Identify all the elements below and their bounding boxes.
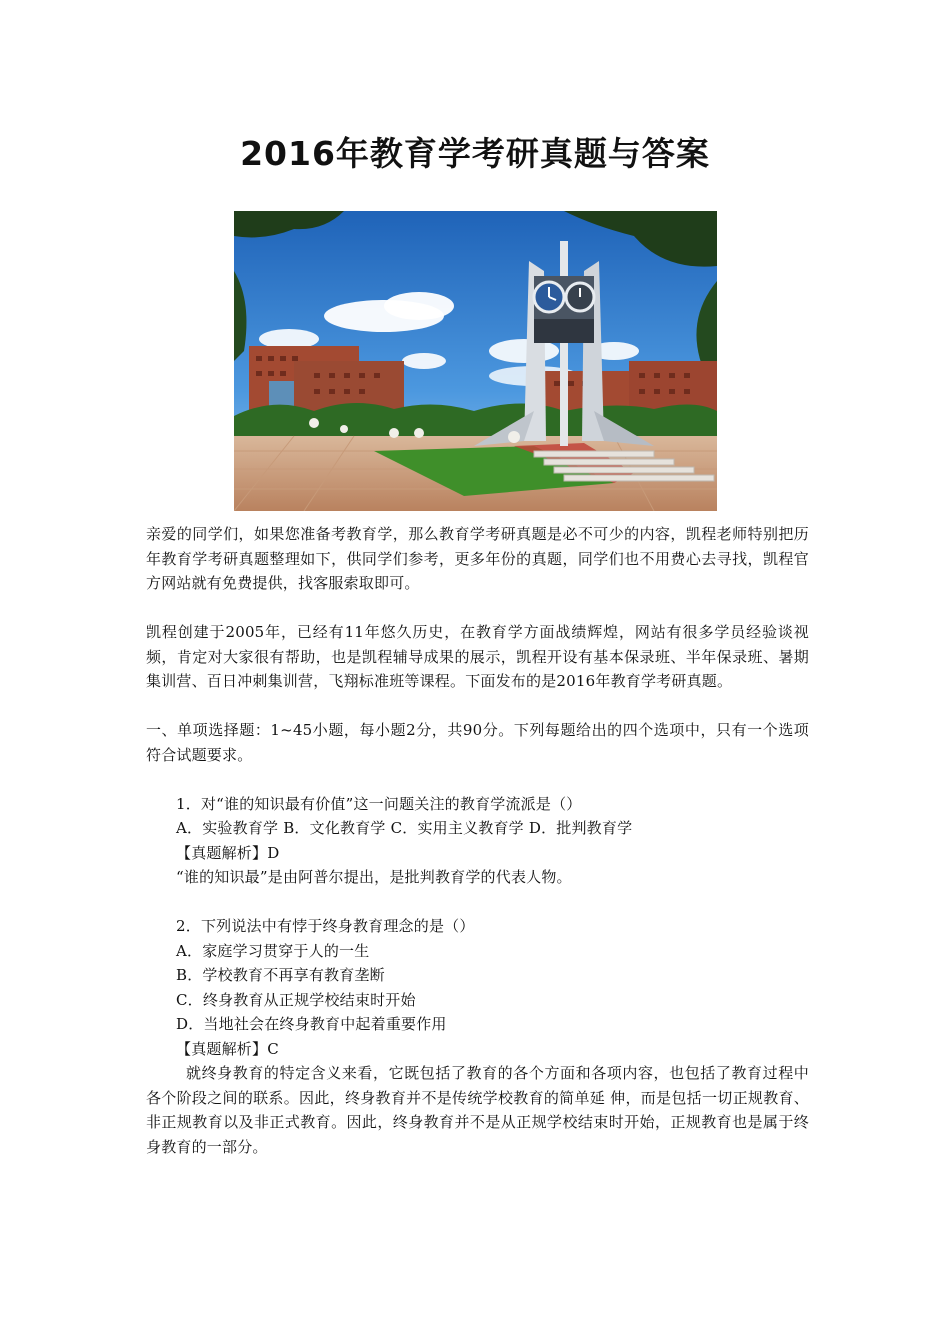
campus-clock-tower-photo (234, 211, 717, 511)
article-body (146, 522, 809, 1159)
question-1-answer: 【真题解析】D (176, 843, 280, 862)
section-heading: 一、单项选择题：1~45小题，每小题2分，共90分。下列每题给出的四个选项中，只有一个选项符合试题要求。 (146, 721, 809, 764)
question-2-option-d: D．当地社会在终身教育中起着重要作用 (176, 1015, 447, 1033)
question-2-stem: 2．下列说法中有悖于终身教育理念的是（） (176, 917, 475, 935)
document-title: 2016年教育学考研真题与答案 (240, 134, 710, 173)
intro-paragraph: 亲爱的同学们，如果您准备考教育学，那么教育学考研真题是必不可少的内容，凯程老师特别把历年教育学考研真题整理如下，供同学们参考，更多年份的真题，同学们也不用费心去寻找，凯程官方网站就有免费提供，找客服索取即可。 (146, 525, 809, 592)
question-2-option-a: A．家庭学习贯穿于人的一生 (176, 941, 370, 960)
question-1-explanation: “谁的知识最”是由阿普尔提出，是批判教育学的代表人物。 (176, 868, 572, 886)
question-2 (146, 914, 809, 1061)
about-paragraph: 凯程创建于2005年，已经有11年悠久历史，在教育学方面战绩辉煌，网站有很多学员经验谈视频，肯定对大家很有帮助，也是凯程辅导成果的展示，凯程开设有基本保录班、半年保录班、暑期集训营、百日冲刺集训营，飞翔标准班等课程。下面发布的是2016年教育学考研真题。 (146, 623, 809, 690)
question-2-option-b: B．学校教育不再享有教育垄断 (176, 966, 385, 984)
question-2-answer: 【真题解析】C (176, 1039, 279, 1058)
question-2-explanation: 就终身教育的特定含义来看，它既包括了教育的各个方面和各项内容，也包括了教育过程中各个阶段之间的联系。因此，终身教育并不是传统学校教育的简单延 伸，而是包括一切正规教育、非正规教育以及非正式教育。因此，终身教育并不是从正规学校结束时开始，正规教育也是属于终身教育的一部分。 (146, 1064, 809, 1156)
question-1-stem: 1．对“谁的知识最有价值”这一问题关注的教育学流派是（） (176, 794, 582, 813)
question-1 (146, 792, 809, 890)
question-1-options: A．实验教育学 B．文化教育学 C．实用主义教育学 D．批判教育学 (176, 819, 633, 837)
question-2-option-c: C．终身教育从正规学校结束时开始 (176, 990, 416, 1009)
